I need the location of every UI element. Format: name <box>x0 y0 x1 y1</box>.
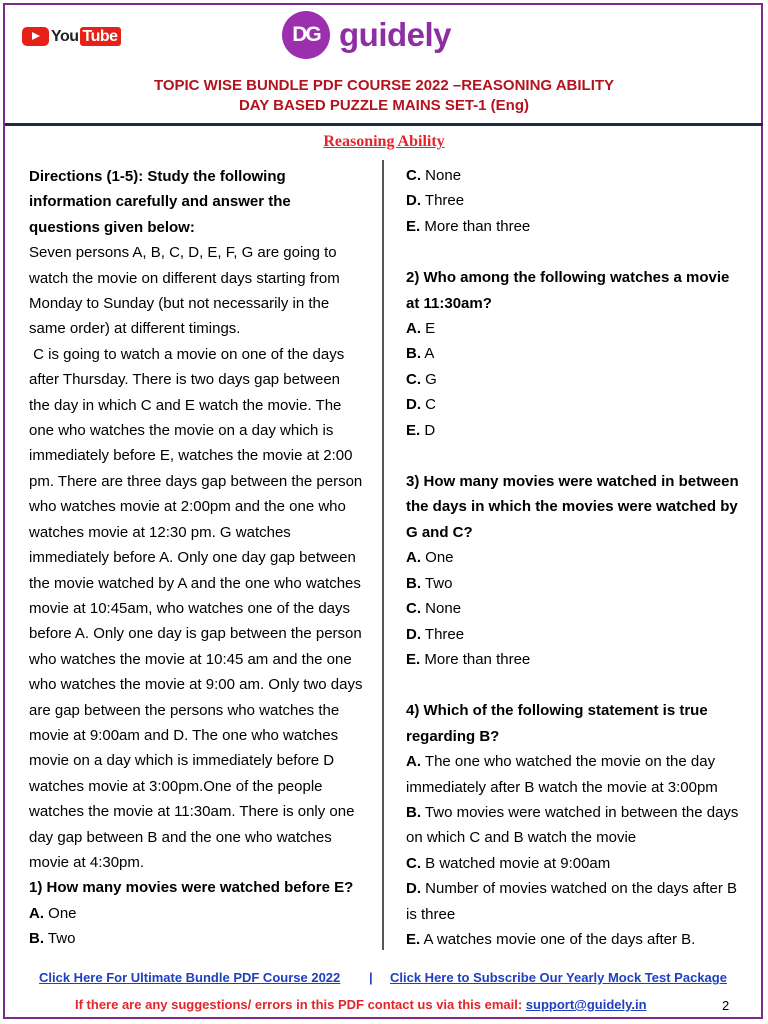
option: E. D <box>406 421 436 439</box>
page-number: 2 <box>722 998 730 1013</box>
left-column <box>29 164 364 952</box>
option: E. More than three <box>406 217 531 235</box>
section-title: Reasoning Ability <box>323 133 445 150</box>
option: B. Two <box>29 930 76 948</box>
bundle-course-link[interactable]: Click Here For Ultimate Bundle PDF Course 2022 <box>39 970 341 985</box>
option: E. More than three <box>406 650 531 668</box>
option: D. Three <box>406 625 465 643</box>
footer-note: If there are any suggestions/ errors in this PDF contact us via this email: support@guidely.in <box>75 997 647 1012</box>
option: A. E <box>406 320 436 338</box>
document-subtitle: DAY BASED PUZZLE MAINS SET-1 (Eng) <box>238 97 530 114</box>
passage-intro: Seven persons A, B, C, D, E, F, G are going to watch the movie on different days starting from Monday to Sunday (but not necessarily in the same order) at different timings. <box>29 244 340 338</box>
subscribe-mock-test-link[interactable]: Click Here to Subscribe Our Yearly Mock Test Package <box>390 970 727 985</box>
right-column <box>406 163 741 952</box>
youtube-wordmark: You Tube <box>51 28 121 46</box>
option: C. B watched movie at 9:00am <box>406 854 611 872</box>
option: C. None <box>406 600 462 618</box>
footer-separator: | <box>369 970 373 985</box>
question-3: 3) How many movies were watched in between the days in which the movies were watched by G and C? <box>406 473 739 541</box>
option: D. C <box>406 396 437 414</box>
header-divider <box>5 123 763 126</box>
option: C. None <box>406 167 462 184</box>
guidely-logo <box>282 11 451 59</box>
option: A. One <box>29 904 77 922</box>
passage-body: C is going to watch a movie on one of the days after Thursday. There is two days gap between the day in which C and E watch the movie. The one who watches the movie on a day which is immediately before E, watches the movie at 2:00 pm. There are three days gap between the person who watches movie at 2:00pm and the one who watches movie at 12:30 pm. G watches immediately before A. Only one day gap between the movie watched by A and the one who watches movie at 10:45am, who watches one of the days before A. Only one day is gap between the person who watches the movie at 10:45 am and the one who watches the movie at 9:00 am. Only two days are gap between the persons who watches the movie at 9:00am and D. The one who watches movie on a day which is immediately before D watches movie at 3:00pm.One of the people watches the movie at 11:30am. There is only one day gap between B and the one who watches movie at 4:30pm. <box>29 345 363 871</box>
option: E. A watches movie one of the days after B. <box>406 930 696 948</box>
question-4: 4) Which of the following statement is true regarding B? <box>406 702 708 745</box>
document-title: TOPIC WISE BUNDLE PDF COURSE 2022 –REASONING ABILITY <box>153 77 615 94</box>
guidely-logo-mark: DG <box>282 11 330 59</box>
option: C. G <box>406 370 437 388</box>
option: B. Two <box>406 574 453 592</box>
option: A. One <box>406 549 454 567</box>
option: B. Two movies were watched in between the days on which C and B watch the movie <box>406 803 739 847</box>
question-1: 1) How many movies were watched before E? <box>29 879 354 897</box>
option: A. The one who watched the movie on the day immediately after B watch the movie at 3:00pm <box>406 753 718 796</box>
option: D. Three <box>406 192 465 210</box>
option: B. A <box>406 345 435 363</box>
question-2: 2) Who among the following watches a movie at 11:30am? <box>406 269 730 312</box>
directions: Directions (1-5): Study the following information carefully and answer the questions given below: <box>29 168 291 236</box>
option: D. Number of movies watched on the days after B is three <box>406 880 737 923</box>
support-email-link[interactable]: support@guidely.in <box>525 997 647 1012</box>
youtube-play-icon <box>22 27 49 46</box>
column-divider <box>382 160 384 950</box>
guidely-logo-text: guidely <box>339 16 452 53</box>
youtube-logo[interactable] <box>22 27 121 46</box>
